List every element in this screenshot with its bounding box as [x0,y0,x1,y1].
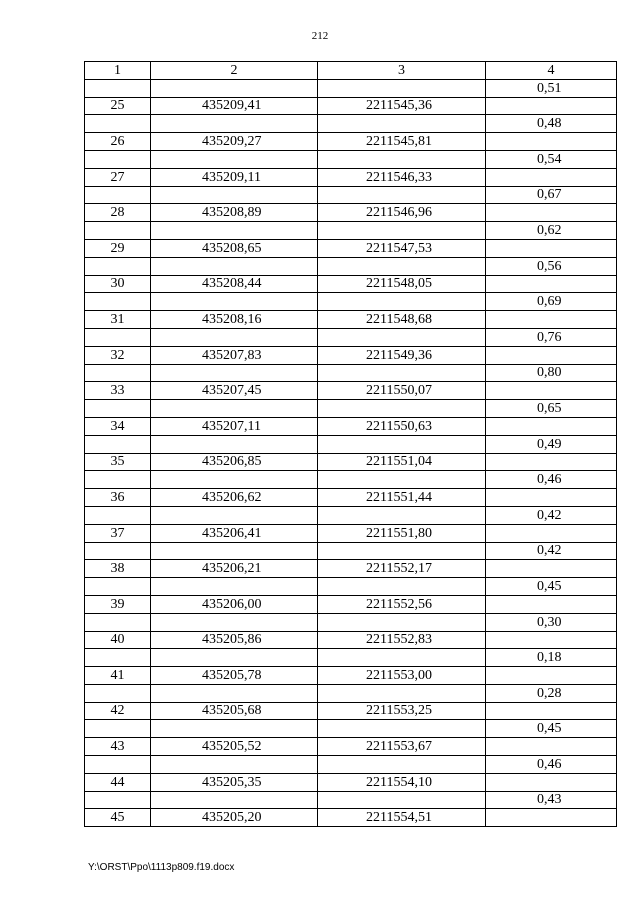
x-coordinate: 435205,20 [151,809,318,827]
point-number: 28 [85,204,151,222]
table-row [85,809,617,827]
x-coordinate: 435209,11 [151,168,318,186]
gap-value: 0,62 [486,222,617,240]
point-number: 37 [85,524,151,542]
y-coordinate: 2211552,56 [318,595,486,613]
gap-row [85,400,617,418]
gap-value: 0,45 [486,720,617,738]
gap-row [85,720,617,738]
gap-row [85,471,617,489]
y-coordinate: 2211546,96 [318,204,486,222]
gap-row [85,613,617,631]
point-number: 38 [85,560,151,578]
x-coordinate: 435209,41 [151,97,318,115]
y-coordinate: 2211552,17 [318,560,486,578]
table-row [85,595,617,613]
point-number: 35 [85,453,151,471]
gap-value: 0,18 [486,649,617,667]
gap-value: 0,45 [486,578,617,596]
x-coordinate: 435207,83 [151,346,318,364]
y-coordinate: 2211548,05 [318,275,486,293]
coordinates-table [84,61,617,827]
y-coordinate: 2211545,36 [318,97,486,115]
gap-row [85,150,617,168]
gap-value: 0,43 [486,791,617,809]
point-number: 30 [85,275,151,293]
y-coordinate: 2211553,00 [318,667,486,685]
y-coordinate: 2211550,63 [318,417,486,435]
table-row [85,133,617,151]
point-number: 44 [85,773,151,791]
table-row [85,560,617,578]
header-col-4: 4 [486,62,617,80]
table-row [85,738,617,756]
x-coordinate: 435205,35 [151,773,318,791]
point-number: 27 [85,168,151,186]
gap-value: 0,49 [486,435,617,453]
gap-row [85,364,617,382]
x-coordinate: 435205,52 [151,738,318,756]
gap-value: 0,42 [486,506,617,524]
header-col-1: 1 [85,62,151,80]
y-coordinate: 2211546,33 [318,168,486,186]
gap-row [85,506,617,524]
y-coordinate: 2211549,36 [318,346,486,364]
table-row [85,417,617,435]
gap-row [85,435,617,453]
x-coordinate: 435205,68 [151,702,318,720]
gap-value: 0,28 [486,684,617,702]
gap-value: 0,69 [486,293,617,311]
table-row [85,239,617,257]
y-coordinate: 2211548,68 [318,311,486,329]
table-row [85,631,617,649]
gap-value: 0,46 [486,471,617,489]
gap-row [85,578,617,596]
page-number: 212 [311,30,329,42]
gap-row [85,115,617,133]
x-coordinate: 435206,00 [151,595,318,613]
footer-file-path: Y:\ORST\Ppo\1113p809.f19.docx [88,862,235,873]
x-coordinate: 435205,86 [151,631,318,649]
point-number: 26 [85,133,151,151]
x-coordinate: 435208,89 [151,204,318,222]
point-number: 34 [85,417,151,435]
table-row [85,382,617,400]
x-coordinate: 435206,62 [151,489,318,507]
header-col-2: 2 [151,62,318,80]
table-row [85,453,617,471]
header-col-3: 3 [318,62,486,80]
x-coordinate: 435206,41 [151,524,318,542]
x-coordinate: 435209,27 [151,133,318,151]
gap-row [85,684,617,702]
gap-value: 0,30 [486,613,617,631]
y-coordinate: 2211550,07 [318,382,486,400]
point-number: 42 [85,702,151,720]
gap-value: 0,67 [486,186,617,204]
gap-value: 0,51 [486,79,617,97]
point-number: 40 [85,631,151,649]
x-coordinate: 435208,16 [151,311,318,329]
y-coordinate: 2211554,10 [318,773,486,791]
point-number: 43 [85,738,151,756]
point-number: 25 [85,97,151,115]
y-coordinate: 2211551,80 [318,524,486,542]
y-coordinate: 2211551,04 [318,453,486,471]
table-row [85,773,617,791]
gap-row [85,791,617,809]
y-coordinate: 2211554,51 [318,809,486,827]
x-coordinate: 435208,65 [151,239,318,257]
y-coordinate: 2211545,81 [318,133,486,151]
table-row [85,311,617,329]
point-number: 45 [85,809,151,827]
point-number: 36 [85,489,151,507]
gap-value: 0,54 [486,150,617,168]
table-body [85,79,617,826]
point-number: 31 [85,311,151,329]
gap-row [85,293,617,311]
gap-row [85,186,617,204]
gap-value: 0,48 [486,115,617,133]
y-coordinate: 2211553,67 [318,738,486,756]
gap-value: 0,46 [486,756,617,774]
gap-value: 0,65 [486,400,617,418]
point-number: 39 [85,595,151,613]
y-coordinate: 2211552,83 [318,631,486,649]
y-coordinate: 2211547,53 [318,239,486,257]
gap-value: 0,80 [486,364,617,382]
point-number: 41 [85,667,151,685]
table-row [85,168,617,186]
gap-value: 0,76 [486,328,617,346]
x-coordinate: 435207,11 [151,417,318,435]
gap-row [85,649,617,667]
gap-row [85,756,617,774]
table-row [85,702,617,720]
y-coordinate: 2211551,44 [318,489,486,507]
table-row [85,489,617,507]
y-coordinate: 2211553,25 [318,702,486,720]
point-number: 33 [85,382,151,400]
table-row [85,667,617,685]
point-number: 29 [85,239,151,257]
table-header-row [85,62,617,80]
gap-row [85,328,617,346]
table-row [85,275,617,293]
gap-row [85,79,617,97]
point-number: 32 [85,346,151,364]
x-coordinate: 435208,44 [151,275,318,293]
gap-row [85,222,617,240]
table-row [85,346,617,364]
table-row [85,524,617,542]
x-coordinate: 435206,21 [151,560,318,578]
gap-value: 0,42 [486,542,617,560]
gap-row [85,542,617,560]
x-coordinate: 435206,85 [151,453,318,471]
x-coordinate: 435205,78 [151,667,318,685]
gap-row [85,257,617,275]
table-row [85,204,617,222]
table-row [85,97,617,115]
gap-value: 0,56 [486,257,617,275]
x-coordinate: 435207,45 [151,382,318,400]
